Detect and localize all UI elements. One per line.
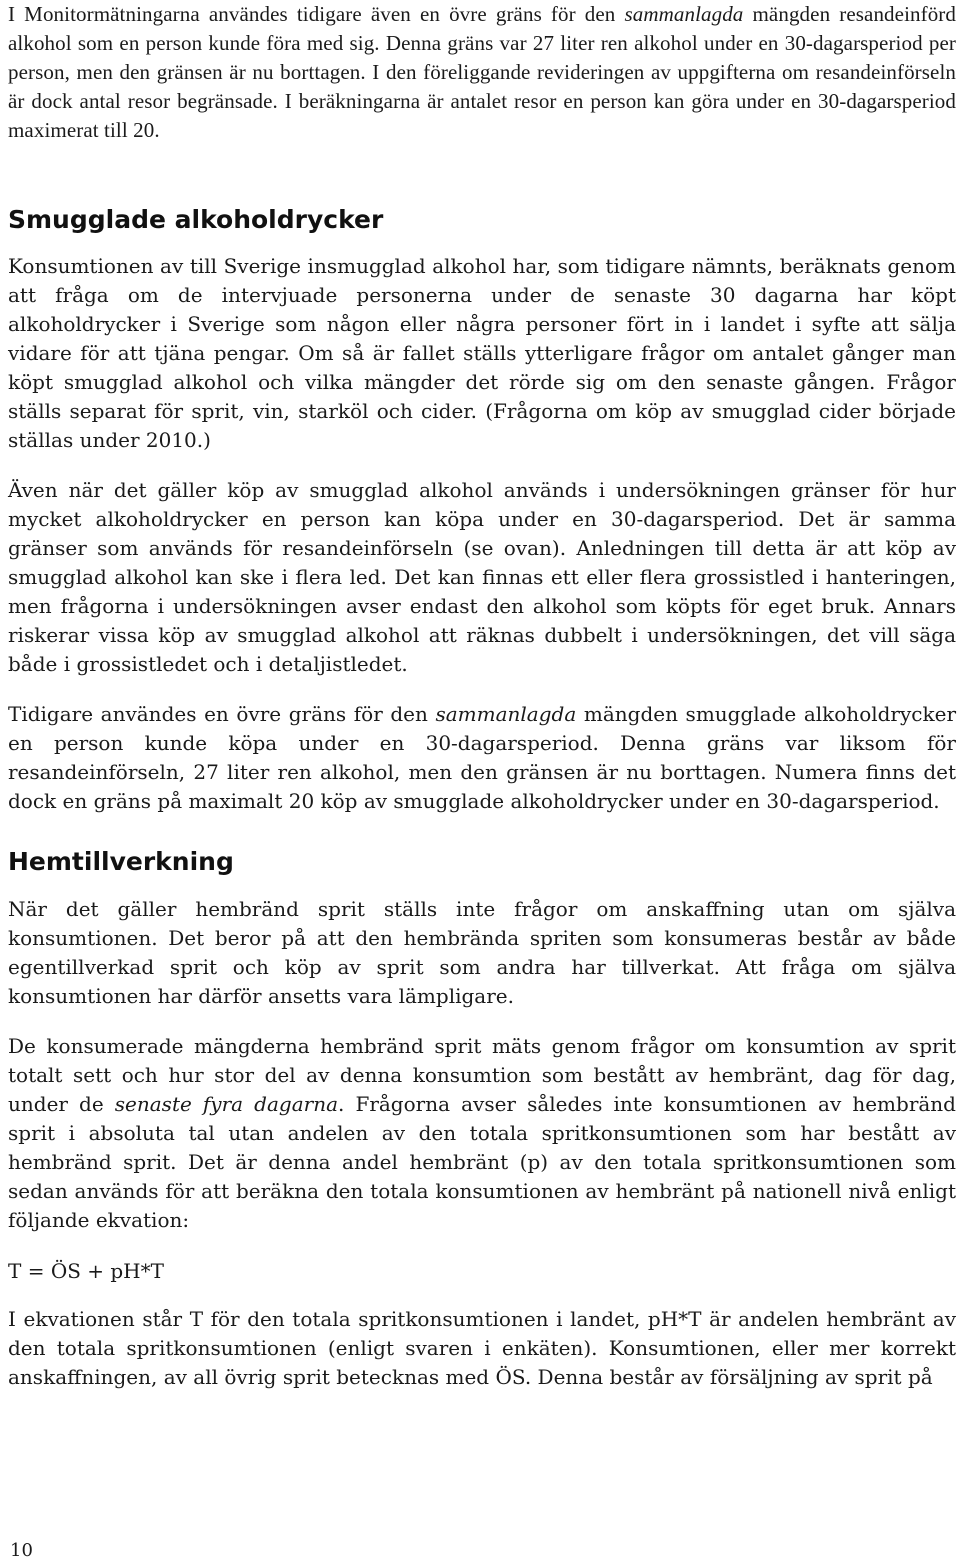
page-number: 10: [10, 1540, 33, 1561]
smuggled-3-emphasis: sammanlagda: [435, 702, 577, 726]
home-2-text-b: . Frågorna avser således inte konsumtionen av hembränd sprit i absoluta tal utan andelen av den totala spritkonsumtionen som har bestått av hembränd sprit. Det är denna andel hembränt (p) av den totala spritkonsumtionen som sedan används för att beräkna den totala konsumtionen av hembränt på nationell nivå enligt följande ekvation:: [8, 1092, 956, 1232]
smuggled-paragraph-1: Konsumtionen av till Sverige insmugglad alkohol har, som tidigare nämnts, beräknats genom att fråga om de intervjuade personerna under de senaste 30 dagarna har köpt alkoholdrycker i Sverige som någon eller några personer fört in i landet i syfte att sälja vidare för att tjäna pengar. Om så är fallet ställs ytterligare frågor om antalet gånger man köpt smugglad alkohol och vilka mängder det rörde sig om den senaste gången. Frågor ställs separat för sprit, vin, starköl och cider. (Frågorna om köp av smugglad cider började ställas under 2010.): [8, 254, 956, 452]
smuggled-3-text-a: Tidigare användes en övre gräns för den: [8, 702, 436, 726]
intro-paragraph: [8, 0, 956, 145]
smuggled-3-text-b: mängden smugglade alkoholdrycker en person kunde köpa under en 30-dagarsperiod. Denna gräns var liksom för resandeinförseln, 27 liter ren alkohol, men den gränsen är nu borttagen. Numera finns det dock en gräns på maximalt 20 köp av smugglade alkoholdrycker under en 30-dagarsperiod.: [8, 702, 957, 813]
home-paragraph-3: I ekvationen står T för den totala spritkonsumtionen i landet, pH*T är andelen hembränt av den totala spritkonsumtionen (enligt svaren i enkäten). Konsumtionen, eller mer korrekt anskaffningen, av all övrig sprit betecknas med ÖS. Denna består av försäljning av sprit på: [8, 1307, 956, 1389]
smuggled-paragraph-2: Även när det gäller köp av smugglad alkohol används i undersökningen gränser för hur mycket alkoholdrycker en person kan köpa under en 30-dagarsperiod. Det är samma gränser som används för resandeinförseln (se ovan). Anledningen till detta är att köp av smugglad alkohol kan ske i flera led. Det kan finnas ett eller flera grossistled i hanteringen, men frågorna i undersökningen avser endast den alkohol som köpts för eget bruk. Annars riskerar vissa köp av smugglad alkohol att räknas dubbelt i undersökningen, det vill säga både i grossistledet och i detaljistledet.: [8, 478, 956, 676]
home-2-text-a: De konsumerade mängderna hembränd sprit mäts genom frågor om konsumtion av sprit totalt sett och hur stor del av denna konsumtion som bestått av hembränt, dag för dag, under de: [8, 1034, 956, 1116]
home-paragraph-1: När det gäller hembränd sprit ställs inte frågor om anskaffning utan om själva konsumtionen. Det beror på att den hembrända spriten som konsumeras består av både egentillverkad sprit och köp av sprit som andra har tillverkat. Att fråga om själva konsumtionen har därför ansetts vara lämpligare.: [8, 897, 956, 1008]
smuggled-paragraph-3: [8, 700, 956, 816]
home-paragraph-2: [8, 1032, 956, 1235]
heading-home: Hemtillverkning: [8, 847, 234, 876]
equation: T = ÖS + pH*T: [8, 1259, 164, 1283]
intro-emphasis: sammanlagda: [624, 2, 744, 26]
heading-smuggled: Smugglade alkoholdrycker: [8, 205, 384, 234]
intro-text-a: I Monitormätningarna användes tidigare även en övre gräns för den: [8, 2, 625, 26]
intro-text-b: mängden resandeinförd alkohol som en person kunde föra med sig. Denna gräns var 27 liter ren alkohol under en 30-dagarsperiod per person, men den gränsen är nu borttagen. I den föreliggande revideringen av uppgifterna om resandeinförseln är dock antal resor begränsade. I beräkningarna är antalet resor en person kan göra under en 30-dagarsperiod maximerat till 20.: [8, 2, 956, 142]
home-2-emphasis: senaste fyra dagarna: [114, 1092, 338, 1116]
